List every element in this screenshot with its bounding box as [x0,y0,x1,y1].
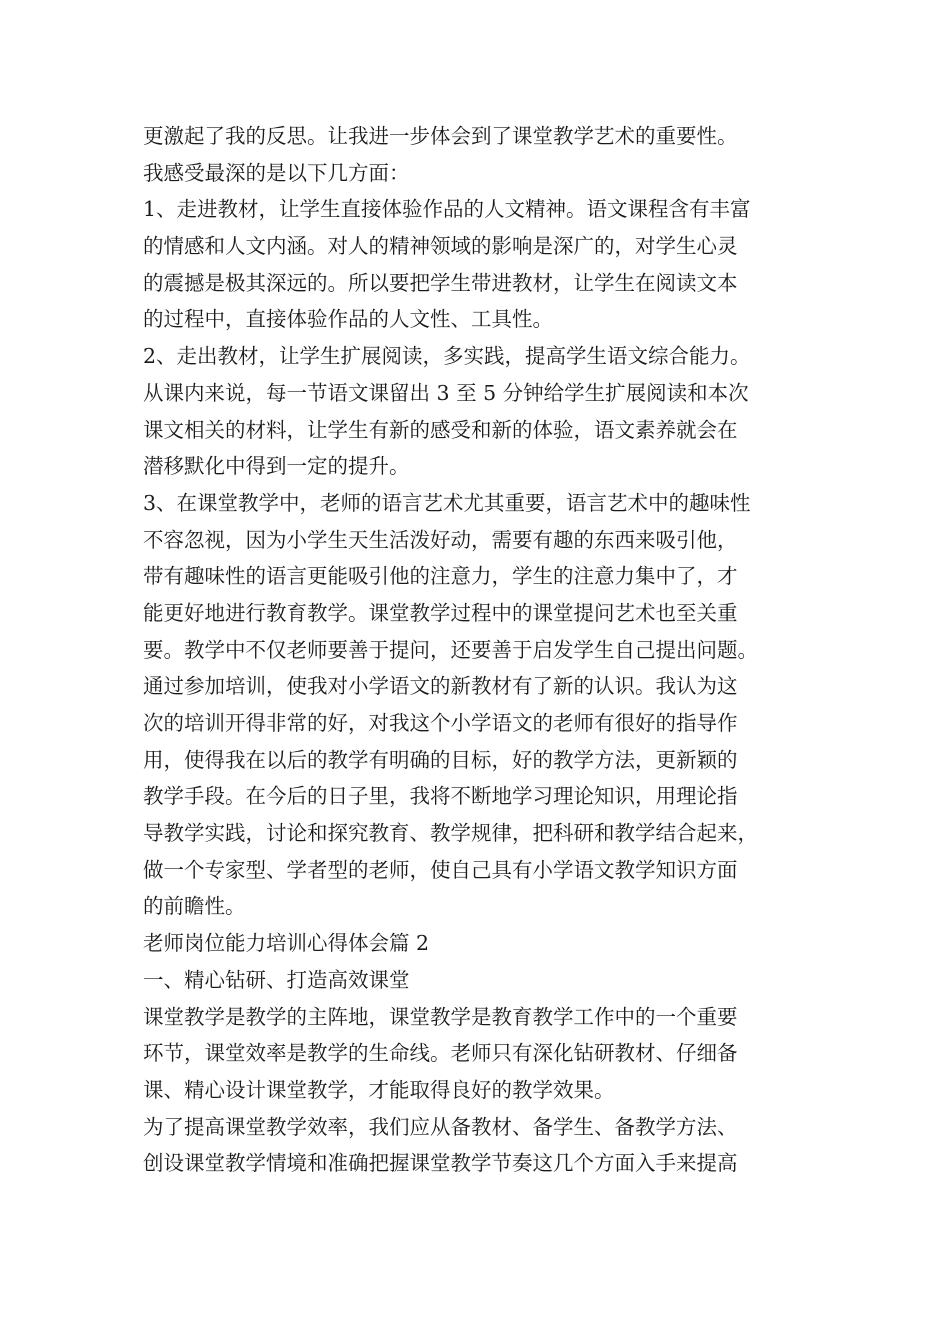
section-title: 老师岗位能力培训心得体会篇 2 [143,931,430,956]
text-line: 能更好地进行教育教学。课堂教学过程中的课堂提问艺术也至关重 [143,600,738,625]
text-line: 的前瞻性。 [143,894,246,919]
text-line: 2、走出教材，让学生扩展阅读，多实践，提高学生语文综合能力。 [143,344,751,369]
text-line: 环节，课堂效率是教学的生命线。老师只有深化钻研教材、仔细备 [143,1041,738,1066]
text-line: 我感受最深的是以下几方面： [143,160,410,185]
text-line: 的过程中，直接体验作品的人文性、工具性。 [143,307,553,332]
text-line: 教学手段。在今后的日子里，我将不断地学习理论知识，用理论指 [143,784,738,809]
text-line: 课、精心设计课堂教学，才能取得良好的教学效果。 [143,1077,615,1102]
text-line: 导教学实践，讨论和探究教育、教学规律，把科研和教学结合起来， [143,821,758,846]
text-line: 做一个专家型、学者型的老师，使自己具有小学语文教学知识方面 [143,857,738,882]
text-line: 课堂教学是教学的主阵地，课堂教学是教育教学工作中的一个重要 [143,1004,738,1029]
text-line: 不容忽视，因为小学生天生活泼好动，需要有趣的东西来吸引他， [143,527,738,552]
document-page [143,118,843,1182]
text-line: 次的培训开得非常的好，对我这个小学语文的老师有很好的指导作 [143,711,738,735]
text-line: 要。教学中不仅老师要善于提问，还要善于启发学生自己提出问题。 [143,637,758,662]
subsection-heading: 一、精心钻研、打造高效课堂 [143,967,410,992]
text-line: 创设课堂教学情境和准确把握课堂教学节奏这几个方面入手来提高 [143,1151,738,1176]
text-line: 从课内来说，每一节语文课留出 3 至 5 分钟给学生扩展阅读和本次 [143,380,749,405]
text-line: 1、走进教材，让学生直接体验作品的人文精神。语文课程含有丰富 [143,197,751,222]
text-line: 潜移默化中得到一定的提升。 [143,454,410,479]
text-line: 的情感和人文内涵。对人的精神领域的影响是深广的，对学生心灵 [143,234,738,259]
text-line: 课文相关的材料，让学生有新的感受和新的体验，语文素养就会在 [143,417,738,442]
text-line: 通过参加培训，使我对小学语文的新教材有了新的认识。我认为这 [143,674,738,699]
text-line: 3、在课堂教学中，老师的语言艺术尤其重要，语言艺术中的趣味性 [143,490,751,515]
text-line: 为了提高课堂教学效率，我们应从备教材、备学生、备教学方法、 [143,1114,738,1139]
text-line: 带有趣味性的语言更能吸引他的注意力，学生的注意力集中了，才 [143,564,738,589]
text-line: 用，使得我在以后的教学有明确的目标，好的教学方法，更新颖的 [143,747,738,772]
text-line: 更激起了我的反思。让我进一步体会到了课堂教学艺术的重要性。 [143,124,738,148]
text-line: 的震撼是极其深远的。所以要把学生带进教材，让学生在阅读文本 [143,270,738,295]
